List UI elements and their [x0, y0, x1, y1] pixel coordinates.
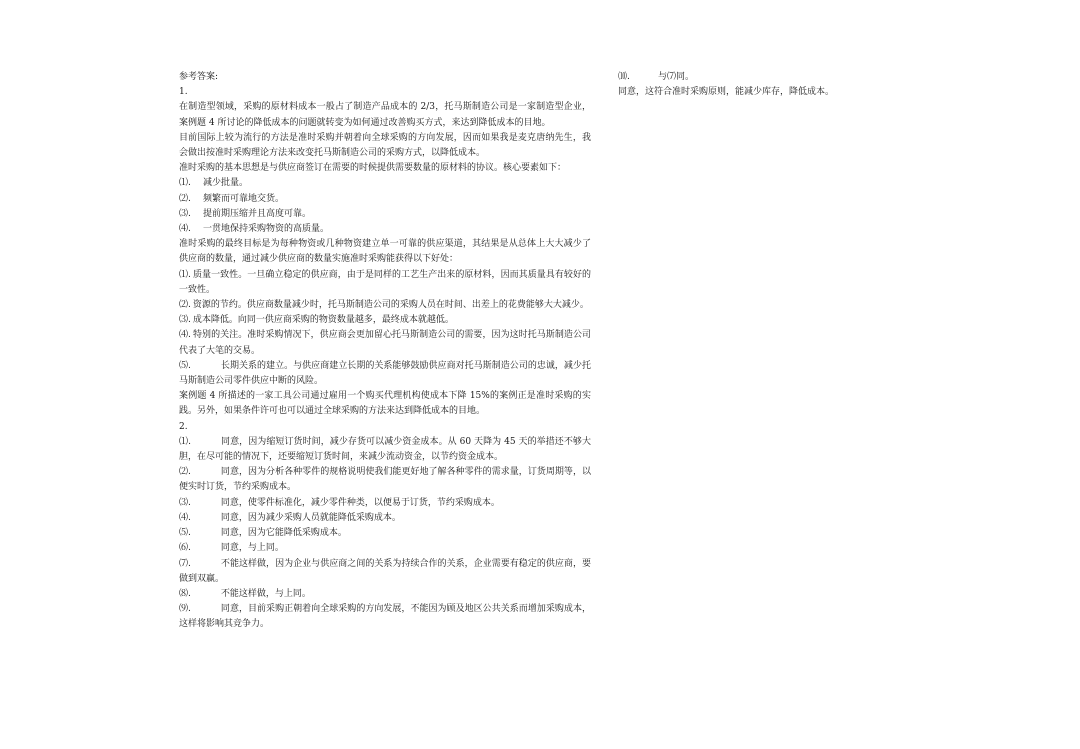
- answer-item: [179, 602, 591, 632]
- list-text: 减少批量。: [203, 178, 249, 189]
- list-item: [179, 192, 591, 207]
- list-number: ⑶.: [179, 208, 191, 219]
- answer-heading: 参考答案:: [179, 72, 219, 82]
- paragraph: 在制造型领域，采购的原材料成本一般占了制造产品成本的 2/3，托马斯制造公司是一家制造型企业，案例题 4 所讨论的降低成本的问题就转变为如何通过改善购买方式，来达到降低成本的目地。: [179, 102, 591, 128]
- list-number: ⑴.: [179, 269, 191, 280]
- list-number: ⑴.: [179, 436, 191, 447]
- answer-item: [179, 587, 591, 602]
- paragraph: 准时采购的基本思想是与供应商签订在需要的时候提供需要数量的原材料的协议。核心要素如下：: [179, 163, 567, 174]
- list-text: 不能这样做，与上同。: [220, 588, 311, 599]
- list-number: ⑵.: [179, 193, 191, 204]
- list-text: 同意，使零件标准化，减少零件种类，以便易于订货，节约采购成本。: [220, 497, 500, 508]
- list-item: [179, 222, 591, 237]
- list-text: 同意，因为减少采购人员就能降低采购成本。: [220, 512, 401, 523]
- list-number: ⑻.: [179, 588, 191, 599]
- list-number: ⑷.: [179, 224, 191, 235]
- list-text: 提前期压缩并且高度可靠。: [203, 208, 312, 219]
- right-column: [618, 70, 878, 100]
- list-number: ⑼.: [179, 604, 191, 615]
- list-number: ⑽.: [618, 72, 630, 82]
- list-item: [179, 176, 591, 191]
- left-column: [179, 70, 591, 633]
- list-number: ⑸.: [179, 528, 191, 539]
- answer-item: [179, 496, 591, 511]
- list-text: 同意，因为缩短订货时间，减少存货可以减少资金成本。从 60 天降为 45 天的举措还不够大胆，在尽可能的情况下，还要缩短订货时间，来减少流动资金，以节约资金成本。: [179, 436, 591, 463]
- list-text: 一贯地保持采购物资的高质量。: [203, 224, 330, 235]
- list-number: ⑵.: [179, 467, 191, 478]
- answer-item: [179, 465, 591, 495]
- list-text: 同意，与上同。: [220, 543, 284, 554]
- benefit-item: [179, 313, 591, 328]
- list-number: ⑴.: [179, 178, 191, 189]
- list-text: 质量一致性。一旦确立稳定的供应商，由于是同样的工艺生产出来的原材料，因而其质量具有较好的一致性。: [179, 269, 591, 295]
- paragraph: 目前国际上较为流行的方法是准时采购并朝着向全球采购的方向发展，因而如果我是麦克唐纳先生，我会做出按准时采购理论方法来改变托马斯制造公司的采购方式，以降低成本。: [179, 132, 591, 159]
- list-text: 同意，目前采购正朝着向全球采购的方向发展，不能因为顾及地区公共关系而增加采购成本，这样将影响其竞争力。: [179, 604, 591, 630]
- answer-item: [179, 557, 591, 587]
- answer-item: [179, 541, 591, 556]
- list-item: [179, 207, 591, 222]
- answer-item: [179, 435, 591, 465]
- paragraph: 准时采购的最终目标是为每种物资或几种物资建立单一可靠的供应渠道，其结果是从总体上大大减少了供应商的数量，通过减少供应商的数量实施准时采购能获得以下好处：: [179, 239, 591, 265]
- list-text: 同意，因为分析各种零件的规格说明使我们能更好地了解各种零件的需求量，订货周期等，以便实时订货，节约采购成本。: [179, 467, 591, 493]
- list-text: 特别的关注。准时采购情况下，供应商会更加留心托马斯制造公司的需要，因为这时托马斯制造公司代表了大笔的交易。: [179, 330, 591, 356]
- list-text: 长期关系的建立。与供应商建立长期的关系能够鼓励供应商对托马斯制造公司的忠诚，减少托马斯制造公司零件供应中断的风险。: [179, 360, 591, 387]
- list-text: 同意，因为它能降低采购成本。: [220, 528, 347, 539]
- question-1-number: 1.: [179, 87, 188, 98]
- answer-item: [179, 511, 591, 526]
- benefit-item: [179, 328, 591, 358]
- list-number: ⑸.: [179, 360, 191, 371]
- list-text: 资源的节约。供应商数量减少时，托马斯制造公司的采购人员在时间、出差上的花费能够大大减少。: [192, 300, 589, 311]
- list-number: ⑶.: [179, 497, 191, 508]
- paragraph: 案例题 4 所描述的一家工具公司通过雇用一个购买代理机构使成本下降 15%的案例正是准时采购的实践。另外，如果条件许可也可以通过全球采购的方法来达到降低成本的目地。: [179, 391, 591, 417]
- list-number: ⑺.: [179, 558, 191, 569]
- answer-item-10-header: [618, 70, 878, 85]
- benefit-item: [179, 298, 591, 313]
- list-number: ⑹.: [179, 543, 191, 554]
- list-text: 成本降低。向同一供应商采购的物资数量越多，最终成本就越低。: [192, 315, 454, 326]
- benefit-item: [179, 359, 591, 389]
- answer-item: [179, 526, 591, 541]
- list-number: ⑶.: [179, 315, 191, 326]
- benefit-item: [179, 268, 591, 298]
- list-text: 不能这样做，因为企业与供应商之间的关系为持续合作的关系，企业需要有稳定的供应商，要做到双赢。: [179, 558, 591, 584]
- question-2-number: 2.: [179, 421, 188, 432]
- list-number: ⑷.: [179, 512, 191, 523]
- list-number: ⑵.: [179, 300, 191, 311]
- list-text: 与⑺同。: [658, 72, 695, 82]
- answer-item-10-text: 同意，这符合准时采购原则，能减少库存，降低成本。: [618, 87, 835, 98]
- list-text: 频繁而可靠地交货。: [203, 193, 285, 204]
- list-number: ⑷.: [179, 330, 191, 341]
